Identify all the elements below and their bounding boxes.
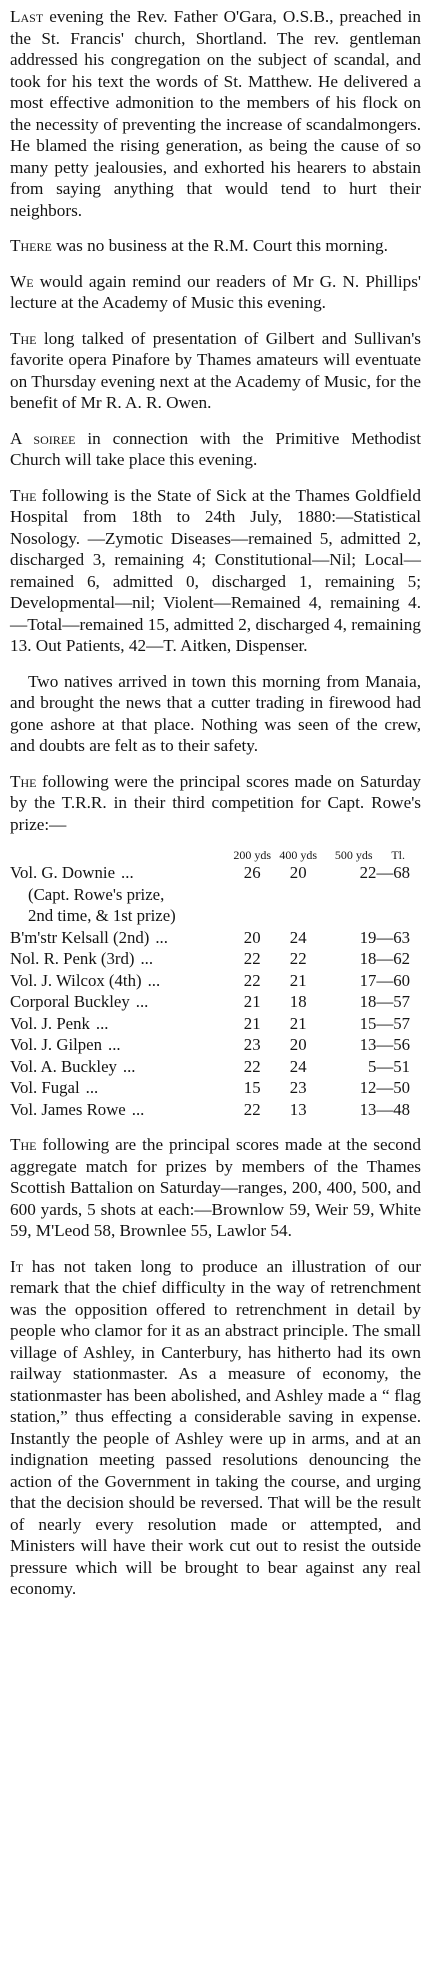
lead-word: We — [10, 271, 34, 291]
lead-word: The — [10, 771, 37, 791]
score-500-total: 19—63 — [359, 927, 410, 947]
lead-word: The — [10, 328, 37, 348]
col-header-500: 500 yds — [334, 848, 373, 862]
score-note-row — [10, 884, 410, 906]
lead-word: It — [10, 1256, 24, 1276]
score-500-total: 13—56 — [359, 1035, 410, 1054]
leader-dots: ... — [131, 1099, 145, 1119]
score-note-row — [10, 905, 410, 927]
score-400: 20 — [289, 1035, 307, 1054]
article-paragraph — [10, 671, 421, 757]
shooter-name-text: Vol. J. Wilcox (4th) — [10, 970, 142, 990]
score-row — [10, 948, 410, 970]
shooter-name-text: Vol. Fugal — [10, 1078, 80, 1097]
score-500-total: 12—50 — [359, 1078, 410, 1097]
shooter-name — [10, 991, 229, 1013]
shooter-name-text: Vol. James Rowe — [10, 1099, 126, 1119]
score-500-total: 22—68 — [359, 863, 410, 882]
score-500-total: 17—60 — [359, 970, 410, 990]
score-row — [10, 991, 410, 1013]
article-paragraph — [10, 6, 421, 221]
score-200: 22 — [243, 949, 261, 968]
article-paragraph — [10, 1256, 421, 1600]
scores-table — [10, 849, 410, 1120]
paragraph-text: Two natives arrived in town this morning from Manaia, and brought the news that a cutter trading in firewood had gone ashore at that place. Nothing was seen of the crew, and doubts are felt as to their safety. — [10, 671, 421, 755]
article-paragraph — [10, 485, 421, 657]
shooter-name-text: B'm'str Kelsall (2nd) — [10, 927, 150, 947]
score-row — [10, 1013, 410, 1035]
lead-word: A soiree — [10, 428, 76, 448]
paragraph-text: was no business at the R.M. Court this morning. — [51, 236, 388, 255]
score-row — [10, 927, 410, 949]
shooter-name — [10, 1034, 229, 1056]
leader-dots: ... — [140, 949, 154, 968]
shooter-name — [10, 1013, 229, 1035]
col-header-400: 400 yds — [279, 848, 318, 862]
score-200: 20 — [243, 927, 261, 947]
shooter-name — [10, 1099, 229, 1121]
shooter-name-text: Corporal Buckley — [10, 992, 130, 1011]
score-200: 26 — [243, 863, 261, 882]
score-400: 18 — [289, 992, 307, 1011]
score-500-total: 5—51 — [368, 1056, 410, 1076]
score-200: 21 — [243, 1013, 261, 1033]
score-200: 22 — [243, 1099, 261, 1119]
article-paragraph — [10, 328, 421, 414]
leader-dots: ... — [155, 927, 168, 947]
score-row — [10, 1056, 410, 1078]
score-note: (Capt. Rowe's prize, — [28, 884, 165, 904]
leader-dots: ... — [95, 1013, 109, 1033]
shooter-name — [10, 1077, 229, 1099]
lead-word: The — [10, 1135, 37, 1154]
shooter-name — [10, 970, 229, 992]
leader-dots: ... — [108, 1035, 121, 1054]
score-500-total: 18—62 — [359, 949, 410, 968]
score-200: 21 — [243, 992, 261, 1011]
paragraph-text: following were the principal scores made on Saturday by the T.R.R. in their third competition for Capt. Rowe's prize:— — [10, 771, 421, 834]
shooter-name-text: Vol. J. Penk — [10, 1013, 90, 1033]
paragraph-text: evening the Rev. Father O'Gara, O.S.B., preached in the St. Francis' church, Shortland. The rev. gentleman addressed his congregation on the subject of scandal, and took for his text the words of St. Matthew. He delivered a most effective admonition to the members of his flock on the necessity of preventing the increase of scandalmongers. He blamed the rising generation, as being the cause of so many petty jealousies, and exhorted his hearers to abstain from saying anything that would tend to hurt their neighbors. — [10, 7, 421, 220]
paragraph-text: following are the principal scores made at the second aggregate match for prizes by members of the Thames Scottish Battalion on Saturday—ranges, 200, 400, 500, and 600 yards, 5 shots at each:—Brownlow 59, Weir 59, White 59, M'Leod 58, Brownlee 55, Lawlor 54. — [10, 1135, 421, 1240]
score-200: 15 — [243, 1078, 261, 1097]
shooter-name-text: Vol. G. Downie — [10, 863, 116, 882]
scores-header-row — [10, 849, 410, 862]
score-400: 13 — [289, 1099, 307, 1119]
score-400: 21 — [289, 970, 307, 990]
article-paragraph — [10, 428, 421, 471]
lead-word: Last — [10, 7, 44, 26]
col-header-200: 200 yds — [233, 848, 272, 862]
paragraph-text: would again remind our readers of Mr G. N. Phillips' lecture at the Academy of Music this evening. — [10, 271, 421, 312]
score-row — [10, 1099, 410, 1121]
score-400: 20 — [289, 863, 307, 882]
score-row — [10, 862, 410, 884]
score-500-total: 18—57 — [359, 992, 410, 1011]
paragraph-text: following is the State of Sick at the Thames Goldfield Hospital from 18th to 24th July, 1880:—Statistical Nosology. —Zymotic Diseases—remained 5, admitted 2, discharged 3, remaining 4; Constitutional—Nil; Local—remained 6, admitted 0, discharged 1, remaining 5; Developmental—nil; Violent—Remained 4, remaining 4.—Total—remained 15, admitted 2, discharged 4, remaining 13. Out Patients, 42—T. Aitken, Dispenser. — [10, 485, 421, 655]
article-paragraph — [10, 771, 421, 836]
col-header-total: Tl. — [391, 848, 405, 862]
score-row — [10, 1077, 410, 1099]
article-paragraph — [10, 235, 421, 257]
score-200: 22 — [243, 970, 261, 990]
paragraph-text: has not taken long to produce an illustration of our remark that the chief difficulty in the way of retrenchment was the opposition offered to retrenchment in detail by people who clamor for it as an abstract principle. The small village of Ashley, in Canterbury, has hitherto had its own railway stationmaster. As a measure of economy, the stationmaster has been abolished, and Ashley made a “ flag station,” thus effecting a considerable saving in expense. Instantly the people of Ashley were up in arms, and at an indignation meeting passed resolutions denouncing the action of the Government in taking the course, and urging that the decision should be reversed. That will be the result of nearly every resolution made or attempted, and Ministers will have their work cut out to resist the outside pressure which will be brought to bear against any real economy. — [10, 1256, 421, 1598]
leader-dots: ... — [85, 1078, 99, 1097]
leader-dots: ... — [121, 863, 134, 882]
score-500-total: 15—57 — [359, 1013, 410, 1033]
paragraph-text: long talked of presentation of Gilbert and Sullivan's favorite opera Pinafore by Thames amateurs will eventuate on Thursday evening next at the Academy of Music, for the benefit of Mr R. A. R. Owen. — [10, 328, 421, 412]
score-400: 23 — [289, 1078, 307, 1097]
shooter-name-text: Vol. J. Gilpen — [10, 1035, 102, 1054]
leader-dots: ... — [147, 970, 161, 990]
score-200: 23 — [243, 1035, 261, 1054]
article-paragraph — [10, 271, 421, 314]
score-200: 22 — [243, 1056, 261, 1076]
score-row — [10, 970, 410, 992]
shooter-name — [10, 927, 229, 949]
lead-word: There — [10, 236, 52, 255]
score-note: 2nd time, & 1st prize) — [28, 906, 176, 925]
score-row — [10, 1034, 410, 1056]
shooter-name — [10, 862, 229, 884]
score-500-total: 13—48 — [359, 1099, 410, 1119]
score-400: 24 — [289, 1056, 307, 1076]
shooter-name-text: Vol. A. Buckley — [10, 1056, 117, 1076]
lead-word: The — [10, 485, 37, 505]
score-400: 22 — [289, 949, 307, 968]
score-400: 24 — [289, 927, 307, 947]
paragraph-text: in connection with the Primitive Methodist Church will take place this evening. — [10, 428, 422, 469]
shooter-name-text: Nol. R. Penk (3rd) — [10, 949, 135, 968]
shooter-name — [10, 948, 229, 970]
leader-dots: ... — [135, 992, 149, 1011]
score-400: 21 — [289, 1013, 307, 1033]
article-paragraph — [10, 1134, 421, 1242]
leader-dots: ... — [122, 1056, 136, 1076]
shooter-name — [10, 1056, 229, 1078]
